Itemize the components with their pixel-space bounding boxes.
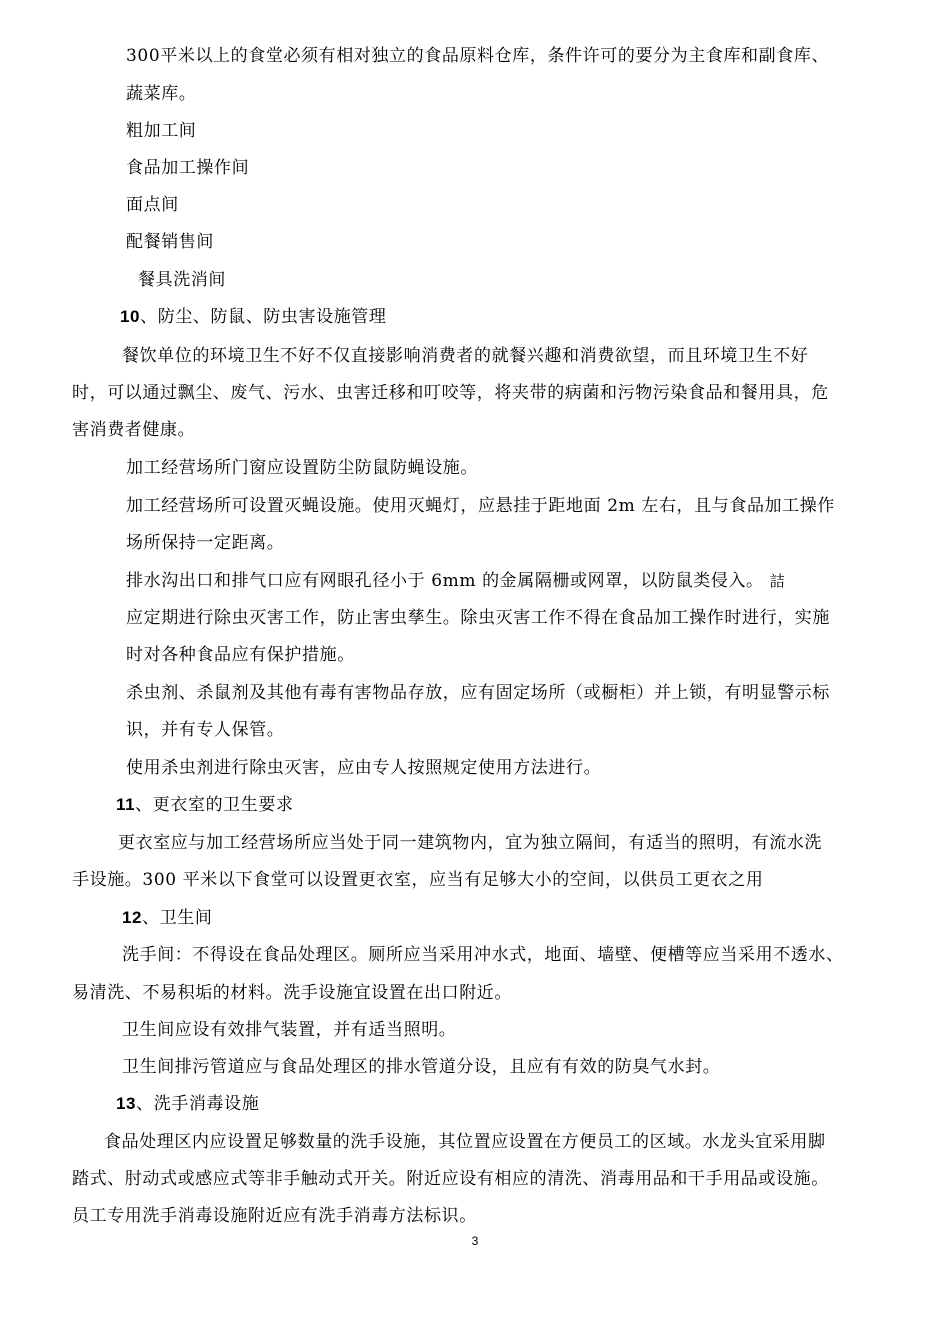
list-item: 粗加工间 bbox=[126, 121, 197, 141]
paragraph-line: 易清洗、不易积垢的材料。洗手设施宜设置在出口附近。 bbox=[72, 983, 512, 1003]
paragraph-line: 加工经营场所可设置灭蝇设施。使用灭蝇灯，应悬挂于距地面 2m 左右，且与食品加工操作 bbox=[126, 496, 835, 516]
section-title: 、卫生间 bbox=[142, 908, 213, 928]
paragraph-line: 蔬菜库。 bbox=[126, 84, 197, 104]
paragraph-line: 加工经营场所门窗应设置防尘防鼠防蝇设施。 bbox=[126, 458, 478, 478]
paragraph-line: 卫生间排污管道应与食品处理区的排水管道分设，且应有有效的防臭气水封。 bbox=[122, 1057, 721, 1077]
paragraph-line: 使用杀虫剂进行除虫灭害，应由专人按照规定使用方法进行。 bbox=[126, 758, 602, 778]
paragraph-text: 排水沟出口和排气口应有网眼孔径小于 6mm 的金属隔栅或网罩，以防鼠类侵入。 bbox=[126, 571, 764, 591]
section-number: 11 bbox=[116, 795, 136, 814]
list-item: 配餐销售间 bbox=[126, 232, 214, 252]
paragraph-line: 300平米以上的食堂必须有相对独立的食品原料仓库，条件许可的要分为主食库和副食库、 bbox=[126, 46, 830, 66]
list-item: 餐具洗消间 bbox=[138, 270, 226, 290]
paragraph-line bbox=[126, 569, 785, 593]
paragraph-line: 踏式、肘动式或感应式等非手触动式开关。附近应设有相应的清洗、消毒用品和干手用品或设施。 bbox=[72, 1169, 829, 1189]
section-number: 10 bbox=[120, 307, 141, 326]
paragraph-line: 卫生间应设有效排气装置，并有适当照明。 bbox=[122, 1020, 457, 1040]
section-title: 、防尘、防鼠、防虫害设施管理 bbox=[140, 307, 387, 327]
paragraph-line: 食品处理区内应设置足够数量的洗手设施，其位置应设置在方便员工的区域。水龙头宜采用脚 bbox=[104, 1132, 826, 1152]
section-number: 12 bbox=[122, 908, 143, 927]
paragraph-line: 场所保持一定距离。 bbox=[126, 533, 285, 553]
section-heading-10 bbox=[120, 305, 387, 329]
paragraph-line: 手设施。300 平米以下食堂可以设置更衣室，应当有足够大小的空间，以供员工更衣之用 bbox=[72, 870, 764, 890]
paragraph-line: 餐饮单位的环境卫生不好不仅直接影响消费者的就餐兴趣和消费欲望，而且环境卫生不好 bbox=[122, 346, 809, 366]
list-item: 食品加工操作间 bbox=[126, 158, 250, 178]
paragraph-line: 识，并有专人保管。 bbox=[126, 720, 285, 740]
paragraph-line: 洗手间：不得设在食品处理区。厕所应当采用冲水式，地面、墙壁、便槽等应当采用不透水、 bbox=[122, 945, 844, 965]
paragraph-line: 害消费者健康。 bbox=[72, 420, 196, 440]
section-title: 、洗手消毒设施 bbox=[136, 1094, 260, 1114]
section-heading-13 bbox=[116, 1092, 259, 1116]
list-item: 面点间 bbox=[126, 195, 179, 215]
page-number: 3 bbox=[471, 1234, 479, 1248]
paragraph-line: 员工专用洗手消毒设施附近应有洗手消毒方法标识。 bbox=[72, 1206, 477, 1226]
paragraph-line: 应定期进行除虫灭害工作，防止害虫孳生。除虫灭害工作不得在食品加工操作时进行，实施 bbox=[126, 608, 830, 628]
section-number: 13 bbox=[116, 1094, 137, 1113]
paragraph-line: 时对各种食品应有保护措施。 bbox=[126, 645, 355, 665]
section-title: 、更衣室的卫生要求 bbox=[135, 795, 294, 815]
paragraph-line: 杀虫剂、杀鼠剂及其他有毒有害物品存放，应有固定场所（或橱柜）并上锁，有明显警示标 bbox=[126, 683, 830, 703]
section-heading-11 bbox=[116, 793, 294, 817]
stray-glyph: 詰 bbox=[769, 572, 786, 590]
paragraph-line: 时，可以通过飘尘、废气、污水、虫害迁移和叮咬等，将夹带的病菌和污物污染食品和餐用具，危 bbox=[72, 383, 829, 403]
section-heading-12 bbox=[122, 906, 213, 930]
paragraph-line: 更衣室应与加工经营场所应当处于同一建筑物内，宜为独立隔间，有适当的照明，有流水洗 bbox=[118, 833, 822, 853]
